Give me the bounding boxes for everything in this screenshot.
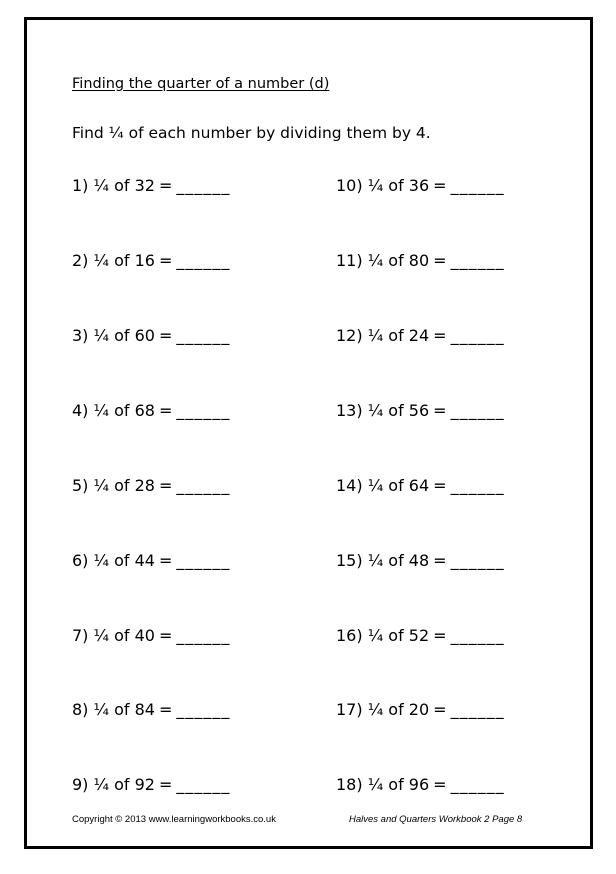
- answer-blank[interactable]: ______: [176, 476, 231, 495]
- equals-sign: =: [158, 626, 173, 645]
- question-number: 4): [72, 401, 89, 420]
- question-13: [336, 401, 505, 421]
- answer-blank[interactable]: ______: [176, 626, 231, 645]
- question-number: 16): [336, 626, 363, 645]
- question-expression: ¼ of 16: [93, 251, 155, 270]
- question-expression: ¼ of 68: [93, 401, 155, 420]
- equals-sign: =: [433, 626, 447, 645]
- question-number: 3): [72, 326, 89, 345]
- answer-blank[interactable]: ______: [176, 700, 231, 719]
- footer-copyright: Copyright © 2013 www.learningworkbooks.co.uk: [72, 814, 276, 825]
- question-expression: ¼ of 96: [367, 775, 430, 794]
- question-number: 15): [336, 551, 363, 570]
- answer-blank[interactable]: ______: [450, 700, 505, 719]
- question-number: 13): [336, 401, 363, 420]
- question-3: [72, 326, 230, 346]
- answer-blank[interactable]: ______: [176, 551, 231, 570]
- question-expression: ¼ of 56: [367, 401, 430, 420]
- question-expression: ¼ of 20: [367, 700, 430, 719]
- question-16: [336, 626, 505, 646]
- question-5: [72, 476, 230, 496]
- equals-sign: =: [433, 176, 447, 195]
- question-1: [72, 176, 230, 196]
- question-17: [336, 700, 505, 720]
- question-expression: ¼ of 24: [367, 326, 430, 345]
- question-7: [72, 626, 230, 646]
- question-15: [336, 551, 505, 571]
- answer-blank[interactable]: ______: [450, 326, 505, 345]
- equals-sign: =: [158, 551, 173, 570]
- question-number: 14): [336, 476, 363, 495]
- answer-blank[interactable]: ______: [450, 775, 505, 794]
- question-expression: ¼ of 36: [367, 176, 430, 195]
- equals-sign: =: [158, 251, 173, 270]
- equals-sign: =: [433, 476, 447, 495]
- question-number: 7): [72, 626, 89, 645]
- question-expression: ¼ of 32: [93, 176, 155, 195]
- question-4: [72, 401, 230, 421]
- question-number: 8): [72, 700, 89, 719]
- question-number: 1): [72, 176, 89, 195]
- answer-blank[interactable]: ______: [450, 626, 505, 645]
- answer-blank[interactable]: ______: [450, 401, 505, 420]
- equals-sign: =: [433, 251, 447, 270]
- question-18: [336, 775, 505, 795]
- equals-sign: =: [158, 700, 173, 719]
- equals-sign: =: [158, 176, 173, 195]
- equals-sign: =: [158, 401, 173, 420]
- answer-blank[interactable]: ______: [176, 401, 231, 420]
- question-9: [72, 775, 230, 795]
- question-6: [72, 551, 230, 571]
- question-expression: ¼ of 40: [93, 626, 155, 645]
- answer-blank[interactable]: ______: [176, 326, 231, 345]
- equals-sign: =: [433, 700, 447, 719]
- question-number: 6): [72, 551, 89, 570]
- question-expression: ¼ of 60: [93, 326, 155, 345]
- question-11: [336, 251, 505, 271]
- question-14: [336, 476, 505, 496]
- equals-sign: =: [158, 775, 173, 794]
- answer-blank[interactable]: ______: [176, 251, 231, 270]
- question-expression: ¼ of 64: [367, 476, 430, 495]
- question-10: [336, 176, 505, 196]
- answer-blank[interactable]: ______: [450, 476, 505, 495]
- equals-sign: =: [433, 551, 447, 570]
- question-number: 10): [336, 176, 363, 195]
- question-number: 12): [336, 326, 363, 345]
- question-number: 18): [336, 775, 363, 794]
- question-number: 2): [72, 251, 89, 270]
- question-number: 9): [72, 775, 89, 794]
- answer-blank[interactable]: ______: [176, 176, 231, 195]
- question-expression: ¼ of 92: [93, 775, 155, 794]
- question-expression: ¼ of 44: [93, 551, 155, 570]
- question-expression: ¼ of 48: [367, 551, 430, 570]
- answer-blank[interactable]: ______: [176, 775, 231, 794]
- question-8: [72, 700, 230, 720]
- answer-blank[interactable]: ______: [450, 176, 505, 195]
- equals-sign: =: [158, 326, 173, 345]
- equals-sign: =: [433, 775, 447, 794]
- question-expression: ¼ of 28: [93, 476, 155, 495]
- worksheet-title: Finding the quarter of a number (d): [72, 76, 330, 92]
- question-number: 11): [336, 251, 363, 270]
- equals-sign: =: [433, 326, 447, 345]
- question-expression: ¼ of 80: [367, 251, 430, 270]
- equals-sign: =: [433, 401, 447, 420]
- footer-workbook-page: Halves and Quarters Workbook 2 Page 8: [349, 814, 523, 825]
- question-number: 5): [72, 476, 89, 495]
- question-number: 17): [336, 700, 363, 719]
- question-12: [336, 326, 505, 346]
- answer-blank[interactable]: ______: [450, 551, 505, 570]
- equals-sign: =: [158, 476, 173, 495]
- question-expression: ¼ of 52: [367, 626, 430, 645]
- worksheet-instruction: Find ¼ of each number by dividing them by 4.: [72, 124, 431, 142]
- question-expression: ¼ of 84: [93, 700, 155, 719]
- answer-blank[interactable]: ______: [450, 251, 505, 270]
- question-2: [72, 251, 230, 271]
